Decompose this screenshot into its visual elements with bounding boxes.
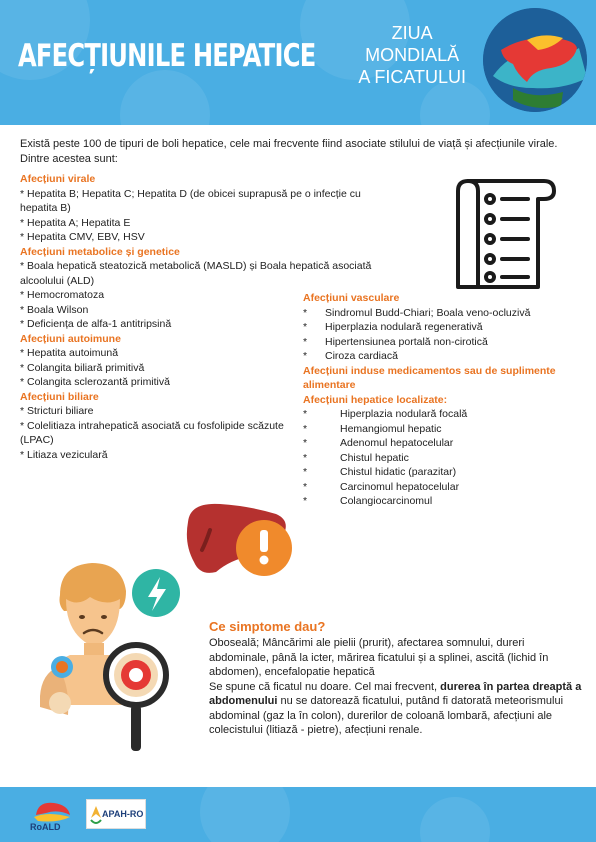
intro-line: Există peste 100 de tipuri de boli hepatice, cele mai frecvente fiind asociate stilului de viață și afecțiunile virale. <box>20 138 558 150</box>
apah-logo-text: APAH-RO <box>102 809 144 819</box>
list-item: * Colangita biliară primitivă <box>20 361 145 374</box>
intro-text <box>20 137 580 166</box>
apah-logo <box>86 799 146 829</box>
list-item: * Boala Wilson <box>20 303 89 316</box>
page-title: AFECȚIUNILE HEPATICE <box>18 38 316 74</box>
list-item: * Stricturi biliare <box>20 405 94 417</box>
list-item: * Sindromul Budd-Chiari; Boala veno-ocluzivă <box>303 306 531 319</box>
event-subtitle <box>358 22 466 88</box>
list-item: * Colelitiaza intrahepatică asociată cu fosfolipide scăzute (LPAC) <box>20 419 284 446</box>
list-item: * Colangiocarcinomul <box>303 495 433 507</box>
list-item: * Hiperplazia nodulară regenerativă <box>303 321 483 333</box>
section-heading-localized: Afecțiuni hepatice localizate: <box>303 393 448 406</box>
list-item: * Hipertensiunea portală non-cirotică <box>303 335 488 348</box>
roald-logo <box>28 797 80 833</box>
list-item: * Hepatita B; Hepatita C; Hepatita D (de obicei suprapusă pe o infecție cu hepatita B) <box>20 187 361 214</box>
footer-banner <box>0 787 596 842</box>
right-column <box>303 291 588 509</box>
subtitle-line: ZIUA <box>391 23 433 43</box>
list-item: * Hepatita A; Hepatita E <box>20 216 131 229</box>
list-item: * Hepatita autoimună <box>20 347 119 359</box>
roald-logo-text: RoALD <box>30 822 61 832</box>
highlight-text: durerea în partea dreaptă a abdomenului <box>209 680 582 707</box>
subtitle-line: A FICATULUI <box>358 67 466 87</box>
list-item: * Adenomul hepatocelular <box>303 437 454 449</box>
list-item: * Chistul hepatic <box>303 451 409 464</box>
world-liver-day-logo-icon <box>483 8 587 112</box>
list-item: * Deficiența de alfa-1 antitripsină <box>20 318 172 330</box>
list-item: * Litiaza veziculară <box>20 448 108 461</box>
intro-line: Dintre acestea sunt: <box>20 152 118 165</box>
symptoms-paragraph: Se spune că ficatul nu doare. Cel mai frecvent, durerea în partea dreaptă a abdomenului nu se datorează ficatului, putând fi datorată meteorismului abdominal (gaz la în colon), durerilor de coloană lombară, afecțiuni ale colecistului (litiază - pietre), afecțiuni renale. <box>209 680 582 736</box>
list-item: * Boala hepatică steatozică metabolică (MASLD) și Boala hepatică asociată alcoolului (ALD) <box>20 260 372 287</box>
section-heading-vascular: Afecțiuni vasculare <box>303 292 400 304</box>
section-heading-autoimmune: Afecțiuni autoimune <box>20 332 121 345</box>
sick-person-icon <box>40 555 200 770</box>
list-item: * Hemangiomul hepatic <box>303 422 442 435</box>
section-heading-biliary: Afecțiuni biliare <box>20 390 99 403</box>
list-item: * Chistul hidatic (parazitar) <box>303 466 457 478</box>
list-item: * Carcinomul hepatocelular <box>303 480 460 493</box>
symptoms-paragraph: Oboseală; Mâncărimi ale pielii (prurit), afectarea somnului, dureri abdominale, până la icter, mărirea ficatului și a splinei, ascită (lichid în abdomen), encefalopatie hepatică <box>209 637 549 678</box>
header-banner <box>0 0 596 125</box>
section-heading-drug-induced: Afecțiuni induse medicamentos sau de suplimente alimentare <box>303 364 556 391</box>
list-item: * Ciroza cardiacă <box>303 350 398 362</box>
symptoms-section <box>209 618 584 738</box>
list-item: * Hemocromatoza <box>20 289 105 301</box>
section-heading-viral: Afecțiuni virale <box>20 173 96 185</box>
symptoms-heading: Ce simptome dau? <box>209 619 326 634</box>
subtitle-line: MONDIALĂ <box>365 45 460 65</box>
list-item: * Hepatita CMV, EBV, HSV <box>20 231 145 243</box>
section-heading-metabolic: Afecțiuni metabolice și genetice <box>20 245 180 258</box>
checklist-document-icon <box>448 175 558 295</box>
list-item: * Colangita sclerozantă primitivă <box>20 376 170 388</box>
list-item: * Hiperplazia nodulară focală <box>303 408 468 420</box>
